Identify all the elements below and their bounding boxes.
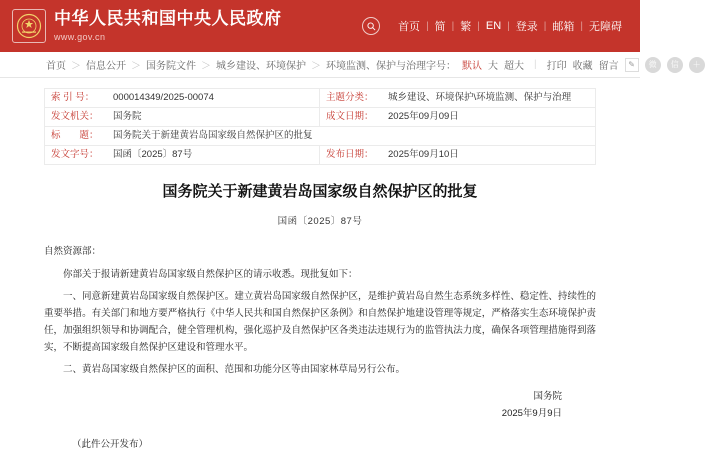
- meta-label-publishdate: 发布日期：: [326, 149, 374, 160]
- collect-button[interactable]: 收藏: [572, 61, 593, 72]
- meta-value-issuer: 国务院: [113, 111, 142, 122]
- breadcrumb-separator: ＞: [311, 61, 321, 72]
- document-public-note: （此件公开发布）: [72, 439, 149, 450]
- table-row: [45, 108, 595, 127]
- fontsize-default-button[interactable]: 默认: [462, 61, 482, 72]
- pen-icon[interactable]: ✎: [625, 58, 639, 72]
- nav-separator: |: [426, 20, 429, 32]
- meta-label-title: 标 题：: [51, 130, 99, 141]
- nav-item-home[interactable]: 首页: [398, 21, 421, 33]
- breadcrumb-item-home[interactable]: 首页: [46, 61, 66, 72]
- nav-item-english[interactable]: EN: [485, 20, 502, 32]
- meta-label-index: 索 引 号：: [51, 92, 95, 103]
- table-row: [45, 127, 595, 146]
- nav-separator: |: [477, 20, 480, 32]
- document-meta-table: [44, 88, 596, 165]
- header-nav: [362, 17, 628, 35]
- table-row: [45, 146, 595, 165]
- document-body: [44, 243, 596, 378]
- nav-separator: |: [507, 20, 510, 32]
- nav-item-login[interactable]: 登录: [515, 21, 538, 33]
- table-row: [45, 89, 595, 108]
- signature-organization: 国务院: [533, 391, 562, 402]
- site-title: 中华人民共和国中央人民政府: [54, 9, 282, 28]
- breadcrumb-item-category[interactable]: 城乡建设、环境保护: [216, 61, 306, 72]
- document-paragraph-1: 你部关于报请新建黄岩岛国家级自然保护区的请示收悉。现批复如下：: [63, 269, 358, 280]
- national-emblem-icon: [12, 9, 46, 43]
- tools-divider: |: [534, 59, 537, 70]
- breadcrumb-separator: ＞: [201, 61, 211, 72]
- meta-value-index: 000014349/2025-00074: [113, 92, 214, 103]
- breadcrumb-item-statedocs[interactable]: 国务院文件: [146, 61, 196, 72]
- document-signature: [44, 388, 596, 422]
- page-title: 国务院关于新建黄岩岛国家级自然保护区的批复: [162, 184, 478, 200]
- document-meta-wrapper: [0, 78, 640, 165]
- breadcrumb-item-subcategory[interactable]: 环境监测、保护与治理: [326, 61, 426, 72]
- fontsize-label: 字号：: [426, 61, 456, 72]
- print-button[interactable]: 打印: [546, 61, 567, 72]
- breadcrumb-separator: ＞: [71, 61, 81, 72]
- meta-label-issuer: 发文机关：: [51, 111, 99, 122]
- wechat-icon[interactable]: 信: [667, 57, 683, 73]
- nav-item-traditional[interactable]: 繁: [460, 21, 472, 33]
- document-content: [0, 165, 640, 450]
- breadcrumb: [0, 52, 701, 78]
- meta-value-writtendate: 2025年09月09日: [388, 111, 459, 122]
- meta-value-publishdate: 2025年09月10日: [388, 149, 459, 160]
- meta-label-writtendate: 成文日期：: [326, 111, 374, 122]
- fontsize-largest-button[interactable]: 超大: [504, 61, 524, 72]
- nav-item-accessibility[interactable]: 无障碍: [589, 21, 622, 33]
- nav-separator: |: [451, 20, 455, 32]
- nav-separator: |: [543, 20, 547, 32]
- document-paragraph-3: 二、黄岩岛国家级自然保护区的面积、范围和功能分区等由国家林草局另行公布。: [63, 364, 406, 375]
- message-button[interactable]: 留言: [598, 61, 619, 72]
- fontsize-large-button[interactable]: 大: [488, 61, 498, 72]
- search-icon[interactable]: [362, 17, 380, 35]
- signature-date: 2025年9月9日: [501, 408, 562, 419]
- meta-value-docnumber: 国函〔2025〕87号: [113, 149, 193, 160]
- nav-item-mail[interactable]: 邮箱: [552, 21, 575, 33]
- meta-value-title: 国务院关于新建黄岩岛国家级自然保护区的批复: [113, 130, 313, 141]
- more-icon[interactable]: ＋: [689, 57, 705, 73]
- meta-value-topic: 城乡建设、环境保护\环境监测、保护与治理: [388, 92, 572, 103]
- document-paragraph-2: 一、同意新建黄岩岛国家级自然保护区。建立黄岩岛国家级自然保护区，是维护黄岩岛自然生态系统多样性、稳定性、持续性的重要举措。有关部门和地方要严格执行《中华人民共和国自然保护区条例》和自然保护地建设管理等规定，严格落实生态环境保护责任，加强组织领导和协调配合，健全管理机构，强化巡护及自然保护区各类违法违规行为的监管执法力度，确保各项管理措施得到落实，不断提高国家级自然保护区建设和管理水平。: [44, 291, 596, 353]
- meta-label-topic: 主题分类：: [326, 92, 374, 103]
- document-number: 国函〔2025〕87号: [277, 216, 363, 227]
- site-domain: www.gov.cn: [54, 32, 106, 42]
- site-brand[interactable]: [54, 9, 282, 43]
- breadcrumb-separator: ＞: [131, 61, 141, 72]
- weibo-icon[interactable]: 微: [645, 57, 661, 73]
- document-addressee: 自然资源部：: [44, 246, 102, 257]
- nav-item-simplified[interactable]: 简: [434, 21, 446, 33]
- meta-label-docnumber: 发文字号：: [51, 149, 99, 160]
- breadcrumb-tools: [426, 57, 705, 73]
- nav-separator: |: [580, 20, 583, 32]
- breadcrumb-item-openinfo[interactable]: 信息公开: [86, 61, 126, 72]
- site-header: [0, 0, 640, 52]
